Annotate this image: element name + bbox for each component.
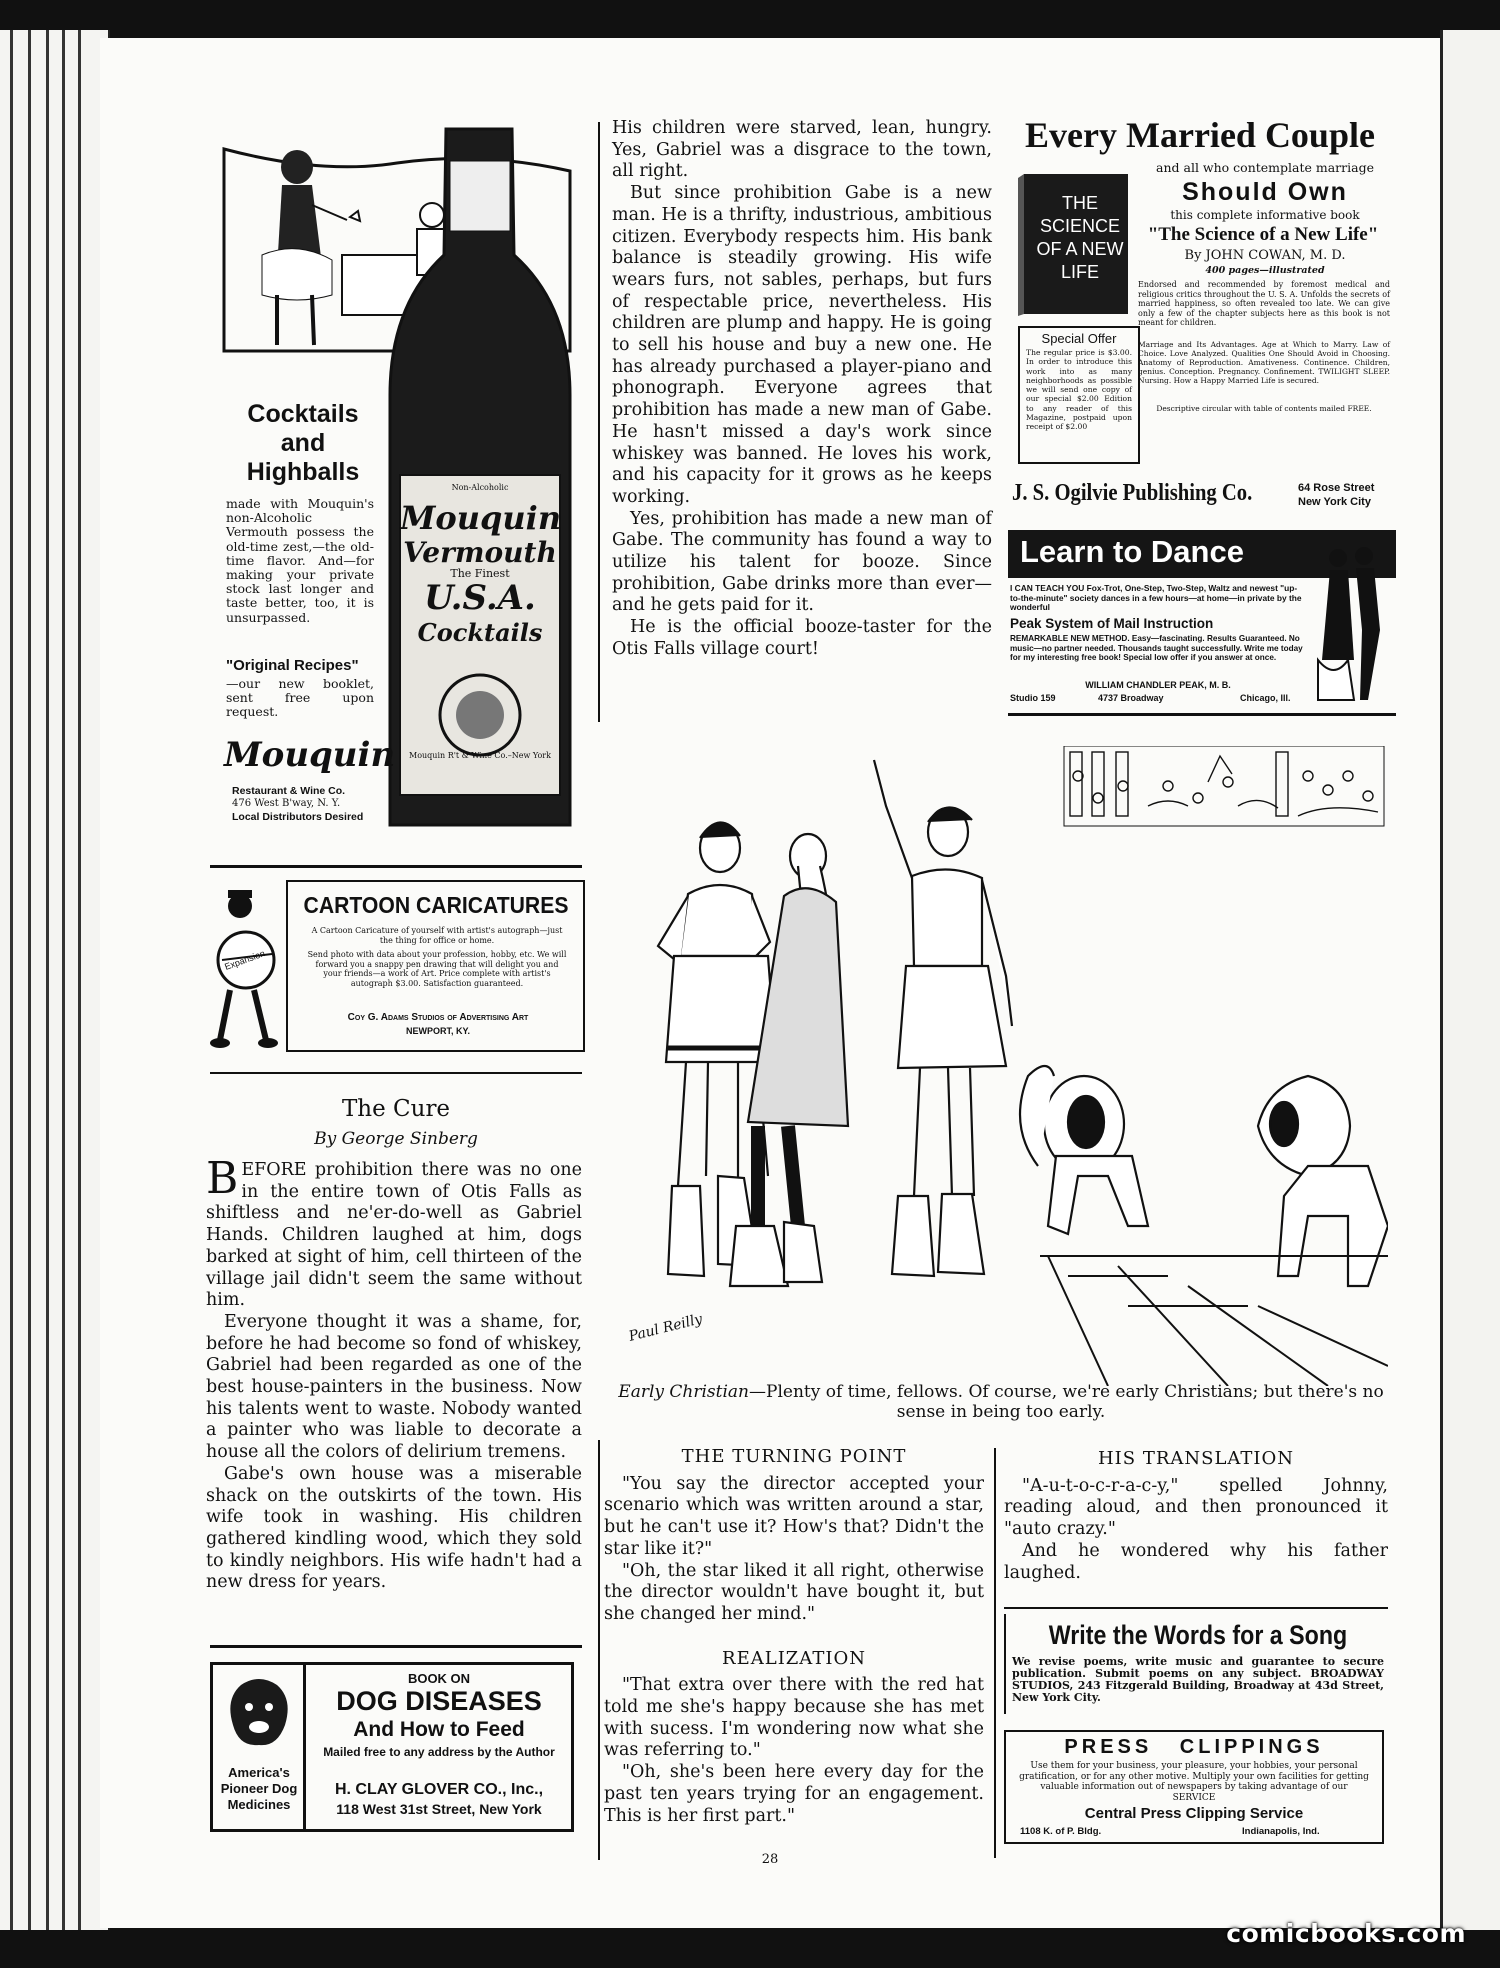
cartoon-caricatures-ad [210,880,585,1052]
divider-line [1004,1607,1388,1609]
dog-ad-left-caption: America's Pioneer Dog Medicines [220,1765,298,1812]
mouquin-company: Restaurant & Wine Co. [232,785,346,797]
turning-point-title: THE TURNING POINT [681,1446,907,1467]
divider-line [210,865,582,868]
column-divider [598,122,600,722]
dog-diseases-ad [210,1662,574,1832]
cartoon-caption-text: —Plenty of time, fellows. Of course, we're early Christians; but there's no sense in being too early. [749,1382,1384,1422]
book-ad-pages: 400 pages—illustrated [1205,265,1325,276]
story-paragraph-6: Yes, prohibition has made a new man of Gabe. The community has found a way to utilize his talent for booze. Since prohibition, Gabe drinks more than ever—and he gets paid for it. [612,508,992,616]
cartoon-ad-location: NEWPORT, KY. [405,1026,470,1036]
song-ad-body: We revise poems, write music and guarantee to secure publication. Submit poems on any subject. BROADWAY STUDIOS, 243 Fitzgerald Building, Broadway at 43d Street, New York City. [1012,1655,1384,1704]
dancing-couple-icon [1308,540,1396,706]
book-ad-circular: Descriptive circular with table of contents mailed FREE. [1156,404,1372,413]
special-offer-body: The regular price is $3.00. In order to introduce this work into as many neighborhoods as possible we will send one copy of our special $2.00 Edition to any reader of this Magazine, postpaid upon receipt of $2.00 [1026,348,1132,432]
bottle-label-cocktails: Cocktails [417,618,543,647]
science-new-life-ad [1008,114,1392,522]
cartoon-ad-signature: Coy G. Adams Studios of Advertising Art [347,1012,529,1023]
mouquin-recipes-body: —our new booklet, sent free upon request. [226,676,374,719]
song-ad-headline: Write the Words for a Song [1048,1620,1348,1650]
arena-cartoon-drawing [608,746,1388,1386]
column-divider [994,1448,996,1858]
cartoon-ad-title: CARTOON CARICATURES [303,892,569,918]
turning-point-p1: "You say the director accepted your scenario which was written around a star, but he can't use it? How's that? Didn't the star like it?" [604,1473,984,1559]
book-ad-title: "The Science of a New Life" [1147,224,1379,245]
story-paragraph-2: Everyone thought it was a shame, for, before he had become so fond of whiskey, Gabriel had been regarded as one of the best house-painters in the business. Now his talents went to waste. Nobody wanted a painter who was liable to decorate a house all the colors of delirium tremens. [206,1311,582,1463]
song-writing-ad [1004,1614,1390,1714]
press-ad-body: Use them for your business, your pleasure, your hobbies, your personal gratification, or for any other motive. Multiply your own facilities for getting valuable information out of newspapers by taking advantage of our SERVICE [1019,1761,1369,1803]
book-ad-publisher-addr2: New York City [1298,496,1371,508]
realization-p2: "Oh, she's been here every day for the past ten years trying for an engagement. This is her first part." [604,1762,984,1826]
story-byline: By George Sinberg [314,1129,478,1149]
page-number: 28 [761,1852,779,1867]
jokes-column-middle [604,1446,984,1827]
dog-head-icon [221,1675,297,1749]
story-paragraph-7: He is the official booze-taster for the Otis Falls village court! [612,617,992,659]
cartoon-signature: Paul Reilly [627,1311,705,1345]
dance-ad-system: Peak System of Mail Instruction [1010,616,1214,631]
realization-title: REALIZATION [722,1647,866,1669]
turning-point-p2: "Oh, the star liked it all right, otherwise the director wouldn't have bought it, but she changed her mind." [604,1560,984,1624]
book-edge [0,30,110,1930]
dance-ad-city: Chicago, Ill. [1240,693,1291,703]
press-ad-addr-left: 1108 K. of P. Bldg. [1020,1826,1102,1837]
cartoon-illustration [608,746,1388,1386]
book-ad-body: Endorsed and recommended by foremost medical and religious critics throughout the U. S. A. Unfolds the secrets of married happiness, so often revealed too late. We can give only a few of the chapter subjects here as this book is not meant for children. [1138,280,1390,327]
story-paragraph-1: EFORE prohibition there was no one in the entire town of Otis Falls as shiftless and ne'er-do-well as Gabriel Hands. Children laughed at him, dogs barked at sight of him, cell thirteen of the village jail didn't seem the same without him. [206,1160,582,1311]
dance-ad-name: WILLIAM CHANDLER PEAK, M. B. [1085,680,1231,690]
special-offer-title: Special Offer [1041,331,1117,346]
translation-p2: And he wondered why his father laughed. [1004,1540,1388,1583]
mouquin-ad [210,125,582,840]
bottle-label-product: Vermouth [403,535,557,569]
book-ad-publisher: J. S. Ogilvie Publishing Co. [1012,480,1253,506]
mouquin-recipes-title: "Original Recipes" [226,657,359,674]
press-clippings-ad [1004,1730,1384,1844]
cartoon-caption-lead: Early Christian [618,1382,750,1402]
column-divider [598,1440,600,1860]
translation-p1: "A-u-t-o-c-r-a-c-y," spelled Johnny, reading aloud, and then pronounced it "auto crazy." [1004,1475,1388,1540]
bottle-label-top: Non-Alcoholic [451,483,509,492]
dog-ad-company: H. CLAY GLOVER CO., Inc., [334,1781,544,1798]
divider-line [210,1072,582,1074]
press-ad-addr-right: Indianapolis, Ind. [1242,1826,1320,1837]
dog-ad-address: 118 West 31st Street, New York [336,1801,542,1817]
site-watermark: comicbooks.com [1226,1919,1466,1948]
story-paragraph-5: But since prohibition Gabe is a new man. He is a thrifty, industrious, ambitious citizen. Everybody respects him. His bank balance is steadily growing. His wife wears furs, not sables, perhaps, but furs of respectable price, nevertheless. His children are plump and happy. He is going to sell his house and buy a new one. He has already purchased a player-piano and phonograph. Everyone agrees that prohibition has made a new man of Gabe. He hasn't missed a day's work since whiskey was banned. He loves his work, and his capacity for it grows as he keeps working. [612,183,992,507]
dance-ad-studio: Studio 159 [1010,693,1056,703]
story-dropcap: B [206,1153,239,1204]
dog-ad-line3: And How to Feed [353,1718,525,1741]
bottle-label-maker: Mouquin R't & Wine Co.–New York [409,751,551,760]
learn-to-dance-ad [1008,530,1396,716]
story-paragraph-4: His children were starved, lean, hungry. Yes, Gabriel was a disgrace to the town, all right. [612,118,992,182]
book-ad-headline: Every Married Couple [1025,115,1375,155]
dance-ad-headline: Learn to Dance [1020,534,1244,569]
mouquin-body: made with Mouquin's non-Alcoholic Vermouth possess the old-time zest,—the old-time flavor. And—for making your private stock last longer and taste better, too, it is unsurpassed. [226,496,374,625]
translation-title: HIS TRANSLATION [1097,1448,1295,1469]
right-page-edge [1440,30,1500,1930]
book-ad-author: By JOHN COWAN, M. D. [1184,248,1346,263]
mouquin-brand: Mouquin [224,735,396,775]
mouquin-distributors: Local Distributors Desired [232,811,364,823]
mouquin-headline: Cocktails and Highballs [246,400,360,486]
mouquin-address: 476 West B'way, N. Y. [232,798,341,809]
bottle-label-tagline: The Finest [450,566,510,580]
caricature-figure-icon [210,880,290,1052]
dog-ad-line2: DOG DISEASES [336,1686,542,1716]
press-ad-headline: PRESS CLIPPINGS [1064,1736,1324,1758]
divider-line [210,1645,582,1648]
realization-p1: "That extra over there with the red hat told me she's happy because she has met with sucess. I'm wondering now what she was referring to." [604,1675,984,1761]
book-ad-sub3: this complete informative book [1170,208,1360,222]
press-ad-company: Central Press Clipping Service [1084,1805,1304,1822]
story-column-left [206,1153,582,1594]
dance-ad-body1: I CAN TEACH YOU Fox-Trot, One-Step, Two-Step, Waltz and newest "up-to-the-minute" society dances in a few hours—at home—in private by the wonderful [1010,583,1302,613]
cartoon-ad-body1: A Cartoon Caricature of yourself with artist's autograph—just the thing for office or home. [311,926,563,945]
story-title: The Cure [341,1096,451,1122]
book-cover-title: THE SCIENCE OF A NEW LIFE [1036,193,1124,282]
book-ad-chapters: Marriage and Its Advantages. Age at Which to Marry. Law of Choice. Love Analyzed. Qualities One Should Avoid in Choosing. Anatomy of Reproduction. Amativeness. Continence. Children, genius. Conception. Pregnancy. Confinement. TWILIGHT SLEEP. Nursing. How a Happy Married Life is secured. [1138,340,1390,385]
cartoon-ad-body2: Send photo with data about your profession, hobby, etc. We will forward you a snappy pen drawing that will delight you and your friends—a work of Art. Price complete with artist's autograph $3.00. Satisfaction guaranteed. [307,950,567,988]
cartoon-caption [606,1382,1396,1422]
book-ad-sub2: Should Own [1182,178,1348,206]
bottle-label-usa: U.S.A. [424,578,536,618]
book-ad-publisher-addr1: 64 Rose Street [1298,482,1375,494]
story-paragraph-3: Gabe's own house was a miserable shack on the outskirts of the town. His wife took in washing. His children gathered kindling wood, which they sold to kindly neighbors. His wife hadn't had a new dress for years. [206,1463,582,1593]
book-ad-sub1: and all who contemplate marriage [1156,160,1374,175]
special-offer-box [1018,326,1140,464]
dance-ad-body2: REMARKABLE NEW METHOD. Easy—fascinating. Results Guaranteed. No music—no partner needed. Thousands taught successfully. Write me today for my interesting free book! Special low offer if you answer at once. [1010,634,1303,663]
dog-ad-line1: BOOK ON [407,1671,471,1686]
dance-ad-address: 4737 Broadway [1098,693,1164,703]
dog-ad-line4: Mailed free to any address by the Author [323,1745,555,1759]
bottle-label-brand: Mouquin [400,498,562,537]
translation-column [1004,1448,1388,1584]
story-column-middle [612,118,992,661]
caricature-badge: Expansion [223,948,267,972]
